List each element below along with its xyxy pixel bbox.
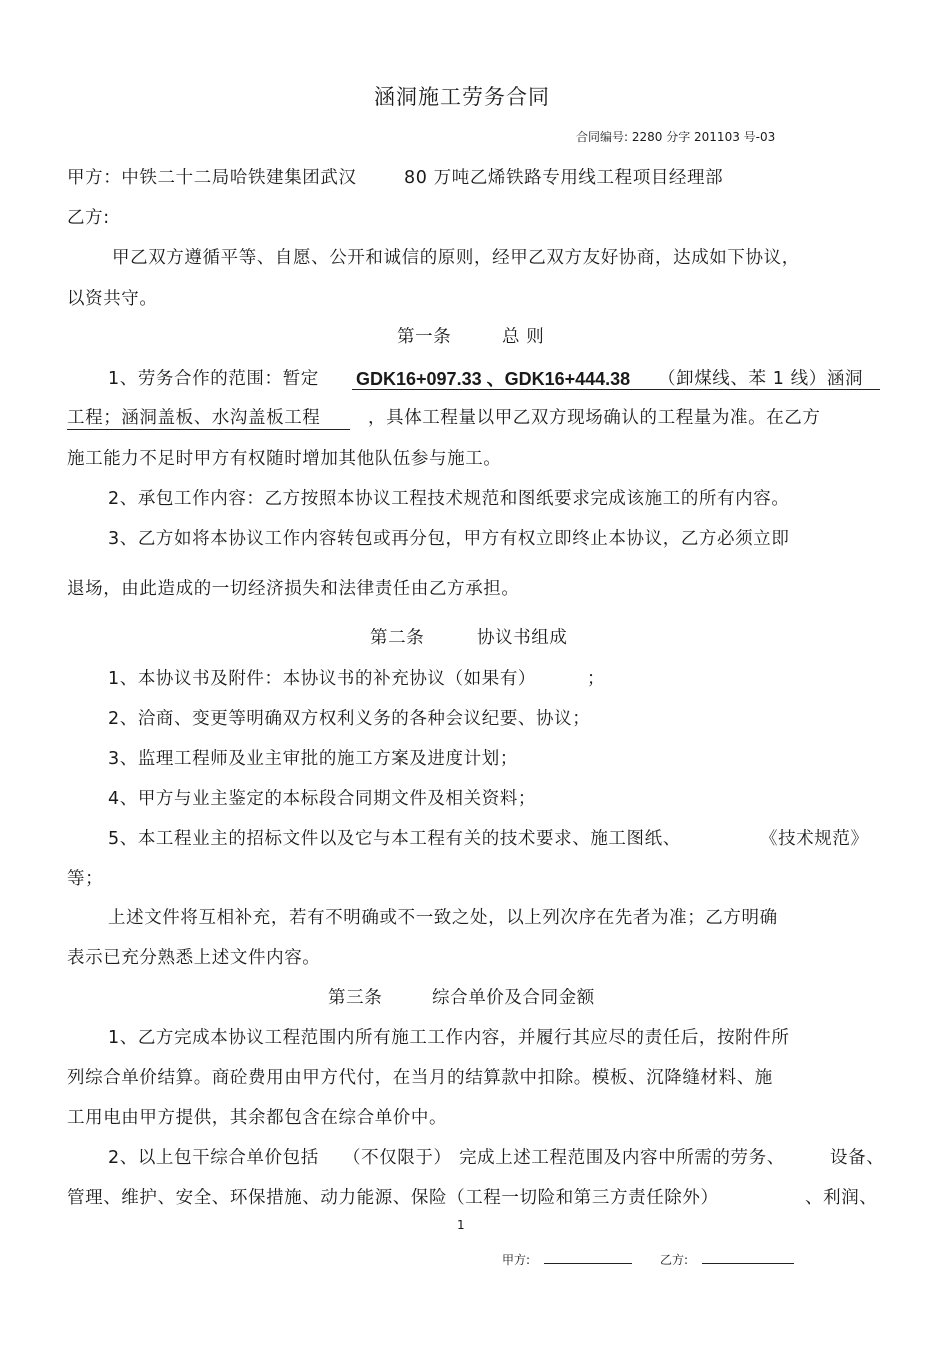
party-b-label: 乙方: <box>67 208 110 228</box>
art2-item1-end: ； <box>587 669 606 689</box>
art2-summary-line1: 上述文件将互相补充，若有不明确或不一致之处，以上列次序在先者为准；乙方明确 <box>108 908 778 928</box>
art3-item2-line2-a: 管理、维护、安全、环保措施、动力能源、保险（工程一切险和第三方责任除外） <box>67 1188 719 1208</box>
art2-item5-line2: 等； <box>67 869 104 889</box>
art3-item1-line3: 工用电由甲方提供，其余都包含在综合单价中。 <box>67 1108 448 1128</box>
art2-item4: 4、甲方与业主鉴定的本标段合同期文件及相关资料； <box>108 789 537 809</box>
article-2-title: 协议书组成 <box>477 628 568 648</box>
art1-item1-prefix: 1、劳务合作的范围：暂定 <box>108 369 319 389</box>
art3-item2-line1-c: 完成上述工程范围及内容中所需的劳务、 <box>459 1148 785 1168</box>
art2-item1: 1、本协议书及附件：本协议书的补充协议（如果有） <box>108 669 537 689</box>
party-a-label: 甲方：中铁二十二局哈铁建集团武汉 <box>67 168 357 188</box>
art3-item2-line1-a: 2、以上包干综合单价包括 <box>108 1148 319 1168</box>
party-a-value: 80 万吨乙烯铁路专用线工程项目经理部 <box>404 168 724 188</box>
art1-item3-line2: 退场，由此造成的一切经济损失和法律责任由乙方承担。 <box>67 579 520 599</box>
art1-item3-line1: 3、乙方如将本协议工作内容转包或再分包，甲方有权立即终止本协议，乙方必须立即 <box>108 529 790 549</box>
art1-item1-code: GDK16+097.33 、GDK16+444.38 <box>356 369 631 389</box>
art2-item3: 3、监理工程师及业主审批的施工方案及进度计划； <box>108 749 518 769</box>
document-title: 涵洞施工劳务合同 <box>374 85 550 109</box>
art1-item1-line2-rest: ，具体工程量以甲乙双方现场确认的工程量为准。在乙方 <box>368 408 821 428</box>
art1-item1-tail: （卸煤线、苯 1 线）涵洞 <box>658 369 864 389</box>
art1-item2: 2、承包工作内容：乙方按照本协议工程技术规范和图纸要求完成该施工的所有内容。 <box>108 489 790 509</box>
art3-item2-line1-d: 设备、 <box>830 1148 885 1168</box>
signature-party-b <box>660 1251 794 1268</box>
contract-number: 合同编号: 2280 分字 201103 号-03 <box>576 130 776 144</box>
art1-item1-scope-underline <box>352 365 880 390</box>
signature-b-label: 乙方: <box>660 1253 689 1267</box>
art3-item1-line2: 列综合单价结算。商砼费用由甲方代付，在当月的结算款中扣除。模板、沉降缝材料、施 <box>67 1068 773 1088</box>
art1-item1-line3: 施工能力不足时甲方有权随时增加其他队伍参与施工。 <box>67 449 502 469</box>
signature-a-line[interactable] <box>544 1251 632 1264</box>
art2-item5-spec: 《技术规范》 <box>760 829 869 849</box>
intro-line-1: 甲乙双方遵循平等、自愿、公开和诚信的原则，经甲乙双方友好协商，达成如下协议， <box>112 248 800 268</box>
art2-summary-line2: 表示已充分熟悉上述文件内容。 <box>67 948 321 968</box>
art3-item2-line2-b: 、利润、 <box>805 1188 878 1208</box>
page-number: 1 <box>457 1218 465 1232</box>
art3-item2-line1-b: （不仅限于） <box>343 1148 452 1168</box>
article-3-number: 第三条 <box>328 988 383 1008</box>
art2-item5-line1: 5、本工程业主的招标文件以及它与本工程有关的技术要求、施工图纸、 <box>108 829 681 849</box>
article-3-title: 综合单价及合同金额 <box>432 988 595 1008</box>
article-2-number: 第二条 <box>370 628 425 648</box>
article-1-number: 第一条 <box>397 327 452 347</box>
signature-party-a <box>502 1251 632 1268</box>
signature-b-line[interactable] <box>702 1251 794 1264</box>
art3-item1-line1: 1、乙方完成本协议工程范围内所有施工工作内容，并履行其应尽的责任后，按附件所 <box>108 1028 790 1048</box>
article-1-title: 总 则 <box>502 327 545 347</box>
art2-item2: 2、洽商、变更等明确双方权利义务的各种会议纪要、协议； <box>108 709 591 729</box>
signature-a-label: 甲方: <box>502 1253 531 1267</box>
intro-line-2: 以资共守。 <box>67 289 158 309</box>
art1-item1-line2-underlined: 工程；涵洞盖板、水沟盖板工程 <box>67 404 350 430</box>
